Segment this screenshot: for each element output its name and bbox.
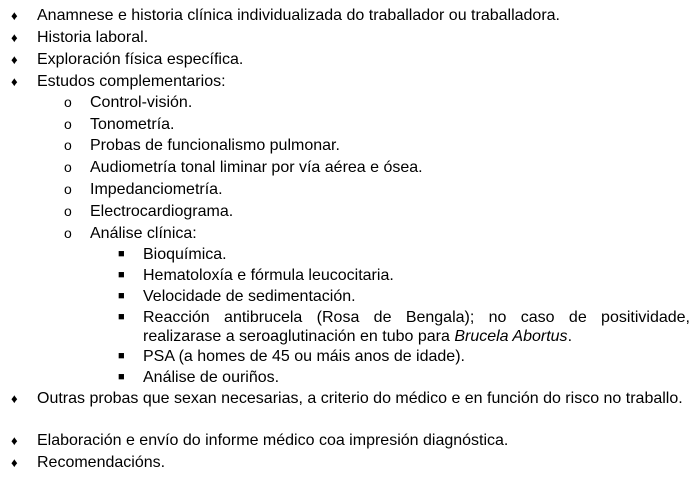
list-item-text: Análise de ouriños. [143,369,280,386]
list-item-text: Velocidade de sedimentación. [143,288,356,305]
diamond-bullet-icon: ♦ [11,74,18,89]
list-item-text: Historia laboral. [37,29,149,46]
diamond-bullet-icon: ♦ [11,52,18,67]
list-item-text: Audiometría tonal liminar por vía aérea e ósea. [90,159,423,176]
diamond-bullet-icon: ♦ [11,8,18,23]
square-bullet-icon: ■ [118,248,125,260]
list-item-text: Probas de funcionalismo pulmonar. [90,137,340,154]
circle-bullet-icon: o [64,94,72,110]
list-item-text: Electrocardiograma. [90,203,234,220]
list-item-text: Hematoloxía e fórmula leucocitaria. [143,267,394,284]
list-item-text: Elaboración e envío do informe médico coa impresión diagnóstica. [37,432,509,449]
list-item-text: Control-visión. [90,94,193,111]
list-item-text: Anamnese e historia clínica individualizada do traballador ou traballadora. [37,7,560,24]
list-item-text-end: . [567,328,573,345]
list-item-text: Bioquímica. [143,246,227,263]
list-item-text: Recomendacións. [37,454,166,471]
list-item-text: Estudos complementarios: [37,73,226,90]
circle-bullet-icon: o [64,181,72,197]
diamond-bullet-icon: ♦ [11,30,18,45]
square-bullet-icon: ■ [118,290,125,302]
diamond-bullet-icon: ♦ [11,391,18,406]
list-item-text: PSA (a homes de 45 ou máis anos de idade). [143,348,465,365]
list-item-text: Análise clínica: [90,225,197,242]
list-item-text: Impedanciometría. [90,181,223,198]
diamond-bullet-icon: ♦ [11,433,18,448]
square-bullet-icon: ■ [118,371,125,383]
species-name: Brucela Abortus [454,328,568,345]
square-bullet-icon: ■ [118,350,125,362]
list-item-text: Outras probas que sexan necesarias, a criterio do médico e en función do risco no traballo. [37,390,683,407]
list-item-text [143,308,690,346]
circle-bullet-icon: o [64,159,72,175]
circle-bullet-icon: o [64,225,72,241]
square-bullet-icon: ■ [118,311,125,323]
square-bullet-icon: ■ [118,269,125,281]
list-item-text-main: Reacción antibrucela (Rosa de Bengala); no caso de positividade, realizarase a seroaglutinación en tubo para [143,309,690,345]
diamond-bullet-icon: ♦ [11,455,18,470]
list-item-text: Tonometría. [90,116,175,133]
circle-bullet-icon: o [64,203,72,219]
circle-bullet-icon: o [64,116,72,132]
list-item-text: Exploración física específica. [37,51,244,68]
circle-bullet-icon: o [64,137,72,153]
